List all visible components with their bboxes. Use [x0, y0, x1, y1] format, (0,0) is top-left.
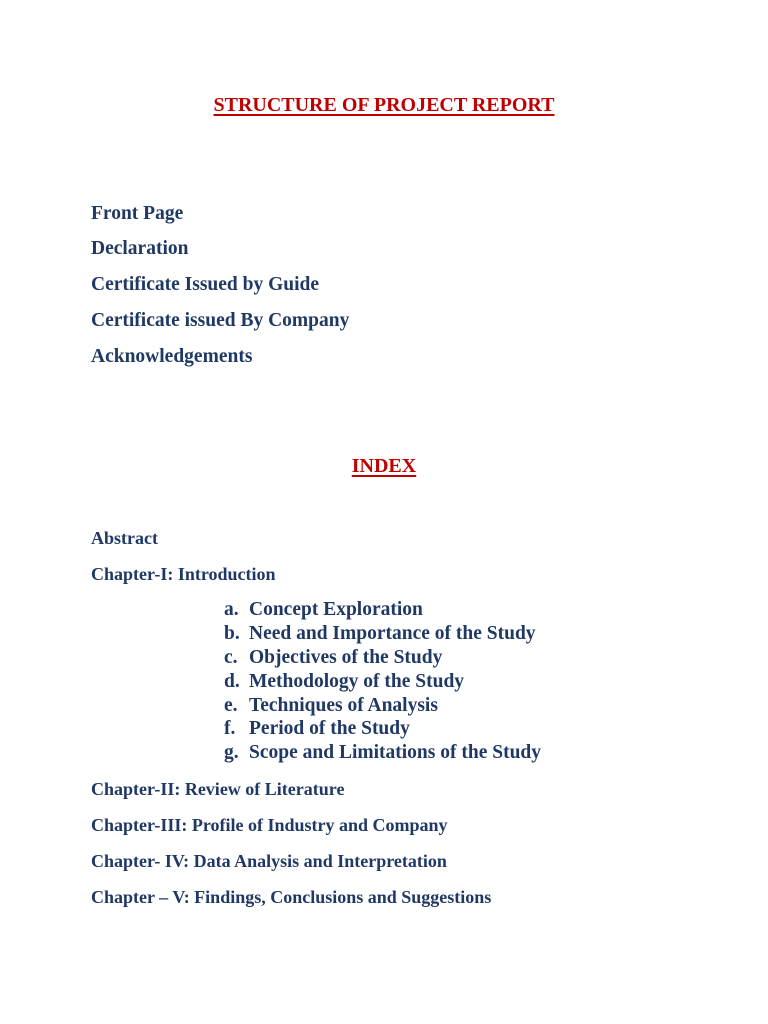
index-item-chapter-1: Chapter-I: Introduction	[91, 564, 276, 584]
front-matter-item-acknowledgements: Acknowledgements	[91, 346, 253, 367]
index-item-chapter-2: Chapter-II: Review of Literature	[91, 779, 345, 799]
index-heading: INDEX	[351, 455, 417, 477]
index-item-chapter-4: Chapter- IV: Data Analysis and Interpretation	[91, 851, 447, 871]
front-matter-item-declaration: Declaration	[91, 238, 189, 259]
subitem-b	[224, 622, 536, 646]
subitem-text: Scope and Limitations of the Study	[249, 742, 542, 763]
subitem-text: Techniques of Analysis	[249, 695, 438, 716]
subitem-letter: a.	[224, 599, 239, 620]
index-item-chapter-5: Chapter – V: Findings, Conclusions and Suggestions	[91, 887, 492, 907]
index-item-chapter-3: Chapter-III: Profile of Industry and Company	[91, 815, 448, 835]
subitem-g	[224, 741, 541, 765]
subitem-text: Period of the Study	[249, 718, 410, 739]
subitem-letter: d.	[224, 671, 240, 692]
subitem-letter: c.	[224, 647, 238, 668]
front-matter-item-front-page: Front Page	[91, 203, 184, 224]
subitem-letter: f.	[224, 718, 236, 739]
subitem-letter: g.	[224, 742, 239, 763]
subitem-a	[224, 598, 423, 622]
subitem-letter: b.	[224, 623, 240, 644]
subitem-d	[224, 670, 464, 694]
index-item-abstract: Abstract	[91, 528, 158, 548]
front-matter-item-company-certificate: Certificate issued By Company	[91, 310, 350, 331]
front-matter-item-guide-certificate: Certificate Issued by Guide	[91, 274, 320, 295]
subitem-text: Concept Exploration	[249, 599, 423, 620]
subitem-f	[224, 717, 410, 741]
subitem-letter: e.	[224, 695, 238, 716]
subitem-text: Methodology of the Study	[249, 671, 465, 692]
subitem-e	[224, 694, 438, 718]
subitem-text: Need and Importance of the Study	[249, 623, 536, 644]
page-title: STRUCTURE OF PROJECT REPORT	[213, 94, 555, 116]
subitem-text: Objectives of the Study	[249, 647, 443, 668]
subitem-c	[224, 646, 442, 670]
